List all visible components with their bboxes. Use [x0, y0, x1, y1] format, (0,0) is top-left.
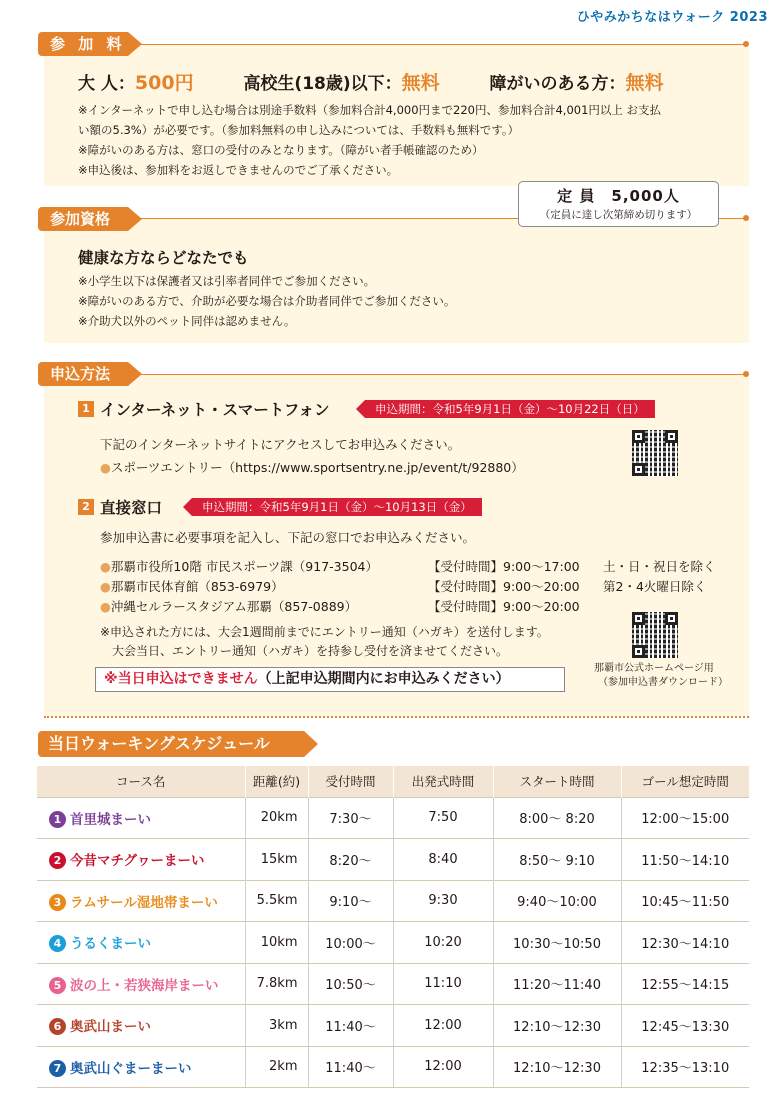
place-name: 那覇市役所10階 市民スポーツ課（917-3504）	[110, 559, 378, 574]
counter-note: 大会当日、エントリー通知（ハガキ）を持参し受付を済ませてください。	[100, 644, 509, 658]
goal-cell: 11:50～14:10	[621, 839, 749, 881]
bullet-icon: ●	[100, 559, 111, 574]
bullet-icon: ●	[100, 579, 111, 594]
goal-cell: 12:35～13:10	[621, 1046, 749, 1088]
reception-cell: 11:40～	[308, 1046, 393, 1088]
course-name-cell	[37, 1046, 245, 1088]
reception-cell: 10:50～	[308, 963, 393, 1005]
start-cell: 11:20～11:40	[493, 963, 621, 1005]
fee-rule-dot	[743, 41, 749, 47]
bullet-icon: ●	[100, 460, 111, 475]
place-hours: 【受付時間】9:00～17:00	[428, 559, 580, 574]
warning-rest-text: （上記申込期間内にお申込みください）	[257, 671, 510, 687]
goal-cell: 12:55～14:15	[621, 963, 749, 1005]
eligibility-heading: 健康な方ならどなたでも	[78, 249, 249, 267]
counter-place	[100, 557, 378, 575]
disabled-label: 障がいのある方：	[489, 74, 626, 94]
place-hours: 【受付時間】9:00～20:00	[428, 579, 580, 594]
course-name: 波の上・若狭海岸まーい	[70, 977, 219, 994]
internet-period: 申込期間：令和5年9月1日（金）～10月22日（日）	[365, 400, 655, 418]
qr-caption: （参加申込書ダウンロード）	[598, 677, 728, 688]
counter-note: ※申込された方には、大会1週間前までにエントリー通知（ハガキ）を送付します。	[100, 625, 549, 639]
course-name: 今昔マチグヮーまーい	[70, 853, 205, 870]
fee-section-label: 参 加 料	[38, 32, 128, 56]
counter-place	[100, 597, 357, 615]
reception-cell: 8:20～	[308, 839, 393, 881]
course-name-cell	[37, 1005, 245, 1047]
goal-cell: 12:00～15:00	[621, 797, 749, 839]
internet-title: インターネット・スマートフォン	[100, 401, 330, 419]
course-name: 奥武山まーい	[70, 1019, 151, 1036]
place-name: 沖縄セルラースタジアム那覇（857-0889）	[110, 599, 358, 614]
brand-title: ひやみかちなはウォーク 2023	[576, 10, 768, 25]
course-name-cell	[37, 797, 245, 839]
course-number-icon: 4	[49, 935, 66, 952]
bullet-icon: ●	[100, 599, 111, 614]
fee-note: ※申込後は、参加料をお返しできませんのでご了承ください。	[78, 163, 399, 177]
distance-cell: 10km	[245, 922, 308, 964]
start-cell: 8:00～ 8:20	[493, 797, 621, 839]
dotted-divider	[44, 716, 749, 718]
counter-desc: 参加申込書に必要事項を記入し、下記の窓口でお申込みください。	[100, 530, 476, 545]
course-name-cell	[37, 922, 245, 964]
schedule-table	[37, 766, 749, 1088]
table-row	[37, 880, 749, 922]
course-number-icon: 5	[49, 977, 66, 994]
distance-cell: 20km	[245, 797, 308, 839]
col-header-distance: 距離(約)	[245, 766, 308, 797]
schedule-header-row	[37, 766, 749, 797]
internet-site-text: スポーツエントリー（https://www.sportsentry.ne.jp/event/t/92880）	[110, 460, 524, 475]
eligibility-rule-dot	[743, 215, 749, 221]
distance-cell: 7.8km	[245, 963, 308, 1005]
ceremony-cell: 12:00	[393, 1005, 493, 1047]
course-name: うるくまーい	[70, 936, 151, 953]
course-name: 奥武山ぐまーまーい	[70, 1060, 192, 1077]
start-cell: 9:40～10:00	[493, 880, 621, 922]
student-label: 高校生(18歳)以下：	[243, 74, 402, 94]
counter-place	[100, 577, 284, 595]
capacity-sub: （定員に達し次第締め切ります）	[539, 209, 698, 221]
student-price: 無料	[401, 72, 440, 94]
eligibility-note: ※障がいのある方で、介助が必要な場合は介助者同伴でご参加ください。	[78, 294, 456, 308]
counter-title: 直接窓口	[100, 499, 163, 517]
fee-note: ※障がいのある方は、窓口の受付のみとなります。（障がい者手帳確認のため）	[78, 143, 484, 157]
fee-note: い額の5.3%）が必要です。（参加料無料の申し込みについては、手数料も無料です。）	[78, 123, 520, 137]
internet-site[interactable]	[100, 458, 524, 476]
reception-cell: 10:00～	[308, 922, 393, 964]
goal-cell: 12:30～14:10	[621, 922, 749, 964]
distance-cell: 5.5km	[245, 880, 308, 922]
table-row	[37, 797, 749, 839]
col-header-goal: ゴール想定時間	[621, 766, 749, 797]
course-number-icon: 3	[49, 894, 66, 911]
eligibility-section-label: 参加資格	[38, 207, 128, 231]
table-row	[37, 839, 749, 881]
qr-code-icon	[632, 612, 678, 658]
warning-red-text: ※当日申込はできません	[104, 671, 258, 687]
goal-cell: 10:45～11:50	[621, 880, 749, 922]
distance-cell: 3km	[245, 1005, 308, 1047]
capacity-main: 定 員 5,000人	[557, 187, 680, 205]
ceremony-cell: 8:40	[393, 839, 493, 881]
course-name-cell	[37, 839, 245, 881]
start-cell: 10:30～10:50	[493, 922, 621, 964]
eligibility-note: ※介助犬以外のペット同伴は認めません。	[78, 314, 296, 328]
col-header-ceremony: 出発式時間	[393, 766, 493, 797]
course-name: ラムサール湿地帯まーい	[70, 894, 218, 911]
counter-period: 申込期間：令和5年9月1日（金）～10月13日（金）	[192, 498, 482, 516]
adult-label: 大 人：	[78, 74, 135, 94]
ceremony-cell: 12:00	[393, 1046, 493, 1088]
distance-cell: 2km	[245, 1046, 308, 1088]
table-row	[37, 963, 749, 1005]
ceremony-cell: 9:30	[393, 880, 493, 922]
internet-desc: 下記のインターネットサイトにアクセスしてお申込みください。	[100, 437, 461, 452]
start-cell: 8:50～ 9:10	[493, 839, 621, 881]
course-number-icon: 6	[49, 1018, 66, 1035]
place-note: 土・日・祝日を除く	[603, 559, 716, 574]
apply-rule-dot	[743, 371, 749, 377]
table-row	[37, 922, 749, 964]
fee-note: ※インターネットで申し込む場合は別途手数料（参加料合計4,000円まで220円、参加料合計4,001円以上 お支払	[78, 103, 662, 117]
qr-caption: 那覇市公式ホームページ用	[594, 663, 714, 674]
apply-section-label: 申込方法	[38, 362, 128, 386]
reception-cell: 9:10～	[308, 880, 393, 922]
apply-rule	[140, 374, 746, 375]
start-cell: 12:10～12:30	[493, 1005, 621, 1047]
place-note: 第2・4火曜日除く	[603, 579, 707, 594]
col-header-reception: 受付時間	[308, 766, 393, 797]
counter-number-badge: 2	[78, 499, 94, 515]
qr-code-icon	[632, 430, 678, 476]
fee-rule	[140, 44, 746, 45]
internet-number-badge: 1	[78, 401, 94, 417]
distance-cell: 15km	[245, 839, 308, 881]
course-number-icon: 1	[49, 811, 66, 828]
course-name-cell	[37, 880, 245, 922]
ceremony-cell: 7:50	[393, 797, 493, 839]
eligibility-note: ※小学生以下は保護者又は引率者同伴でご参加ください。	[78, 274, 376, 288]
same-day-warning	[95, 667, 565, 692]
start-cell: 12:10～12:30	[493, 1046, 621, 1088]
table-row	[37, 1046, 749, 1088]
reception-cell: 7:30～	[308, 797, 393, 839]
capacity-box	[518, 181, 719, 227]
course-name: 首里城まーい	[70, 811, 151, 828]
table-row	[37, 1005, 749, 1047]
adult-price: 500円	[134, 72, 194, 94]
ceremony-cell: 11:10	[393, 963, 493, 1005]
goal-cell: 12:45～13:30	[621, 1005, 749, 1047]
place-name: 那覇市民体育館（853-6979）	[110, 579, 284, 594]
course-name-cell	[37, 963, 245, 1005]
place-hours: 【受付時間】9:00～20:00	[428, 599, 580, 614]
col-header-start: スタート時間	[493, 766, 621, 797]
ceremony-cell: 10:20	[393, 922, 493, 964]
reception-cell: 11:40～	[308, 1005, 393, 1047]
fee-summary	[78, 68, 664, 95]
disabled-price: 無料	[625, 72, 664, 94]
col-header-course: コース名	[37, 766, 245, 797]
schedule-section-label: 当日ウォーキングスケジュール	[38, 731, 304, 757]
course-number-icon: 7	[49, 1060, 66, 1077]
course-number-icon: 2	[49, 852, 66, 869]
